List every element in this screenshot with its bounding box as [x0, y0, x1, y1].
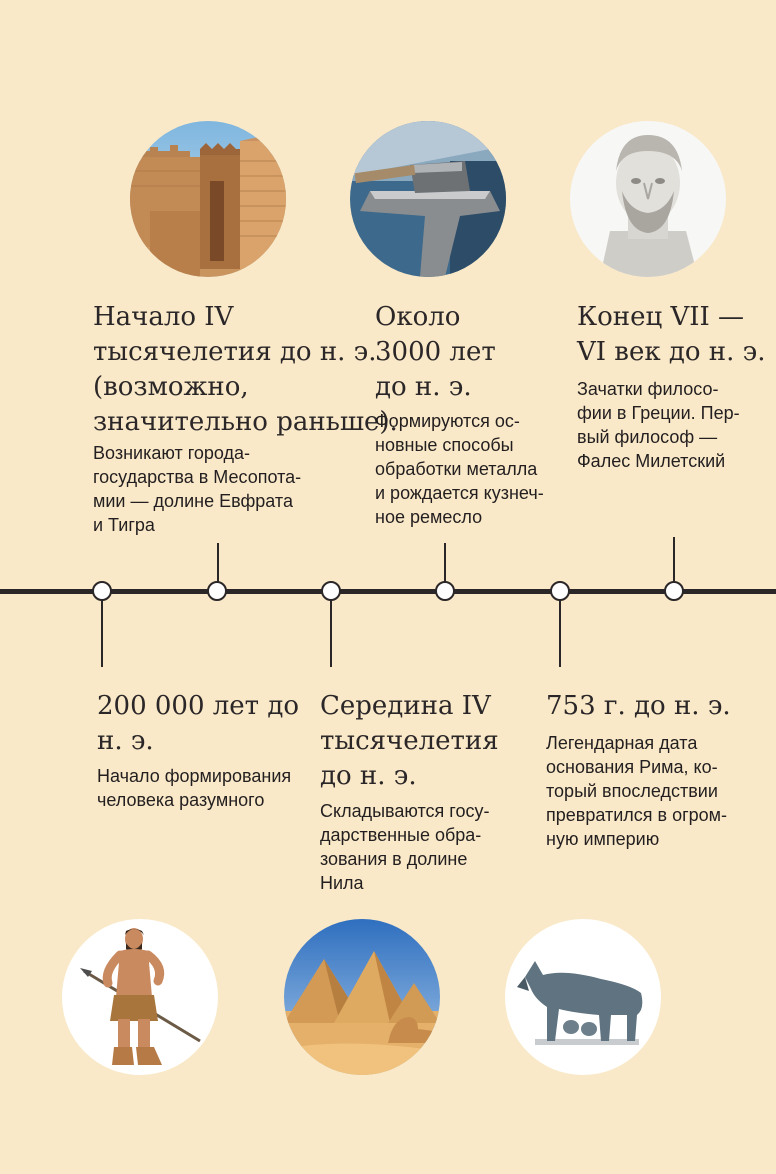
event-date-line: (возможно,: [93, 372, 249, 402]
event-desc-line: человека разумного: [97, 790, 265, 810]
event-desc-line: и Тигра: [93, 515, 155, 535]
event-desc-line: государства в Месопота-: [93, 467, 302, 487]
event-desc-line: мии — долине Евфрата: [93, 491, 293, 511]
pyramids-image: [284, 919, 440, 1075]
event-date-line: Конец VII —: [577, 302, 745, 332]
event-date-line: VI век до н. э.: [577, 337, 766, 367]
event-desc-line: торый впоследствии: [546, 781, 718, 801]
event-date-line: тысячелетия до н. э.: [93, 337, 377, 367]
event-desc-line: зования в долине: [320, 849, 468, 869]
event-desc-line: новные способы: [375, 435, 514, 455]
event-desc-line: Легендарная дата: [546, 733, 698, 753]
thales-image: [570, 121, 726, 277]
event-desc-line: Складываются госу-: [320, 801, 490, 821]
event-desc-line: фии в Греции. Пер-: [577, 403, 740, 423]
event-desc-line: обработки металла: [375, 459, 538, 479]
event-desc-line: дарственные обра-: [320, 825, 482, 845]
timeline-node: [435, 581, 455, 601]
timeline-node: [664, 581, 684, 601]
event-desc-line: Нила: [320, 873, 364, 893]
event-date-line: Начало IV: [93, 302, 234, 332]
metalwork-image: [350, 121, 506, 277]
event-desc-line: ную империю: [546, 829, 660, 849]
event-date-line: Середина IV: [320, 691, 491, 721]
mesopotamia-image: [130, 121, 286, 277]
timeline-node: [92, 581, 112, 601]
timeline-node: [321, 581, 341, 601]
capitoline-wolf-image: [505, 919, 661, 1075]
event-date-line: 753 г. до н. э.: [546, 691, 731, 721]
event-date-line: значительно раньше).: [93, 407, 398, 437]
event-desc-line: и рождается кузнеч-: [375, 483, 544, 503]
event-desc-line: Зачатки филосо-: [577, 379, 719, 399]
event-date-line: 3000 лет: [375, 337, 496, 367]
event-date-line: тысячелетия: [320, 726, 499, 756]
event-desc-line: основания Рима, ко-: [546, 757, 718, 777]
timeline-tick: [101, 593, 103, 667]
event-date-line: 200 000 лет до: [97, 691, 299, 721]
timeline-node: [207, 581, 227, 601]
event-date-line: н. э.: [97, 726, 154, 756]
event-desc-line: Формируются ос-: [375, 411, 520, 431]
event-desc-line: ное ремесло: [375, 507, 483, 527]
event-desc-line: Возникают города-: [93, 443, 251, 463]
event-desc-line: вый философ —: [577, 427, 718, 447]
early-human-image: [62, 919, 218, 1075]
event-date-line: до н. э.: [320, 761, 417, 791]
event-date-line: до н. э.: [375, 372, 472, 402]
timeline-tick: [559, 593, 561, 667]
event-desc-line: Начало формирования: [97, 766, 292, 786]
timeline-tick: [330, 593, 332, 667]
event-date-line: Около: [375, 302, 461, 332]
event-desc-line: превратился в огром-: [546, 805, 728, 825]
event-desc-line: Фалес Милетский: [577, 451, 726, 471]
timeline-axis: [0, 589, 776, 594]
timeline-node: [550, 581, 570, 601]
